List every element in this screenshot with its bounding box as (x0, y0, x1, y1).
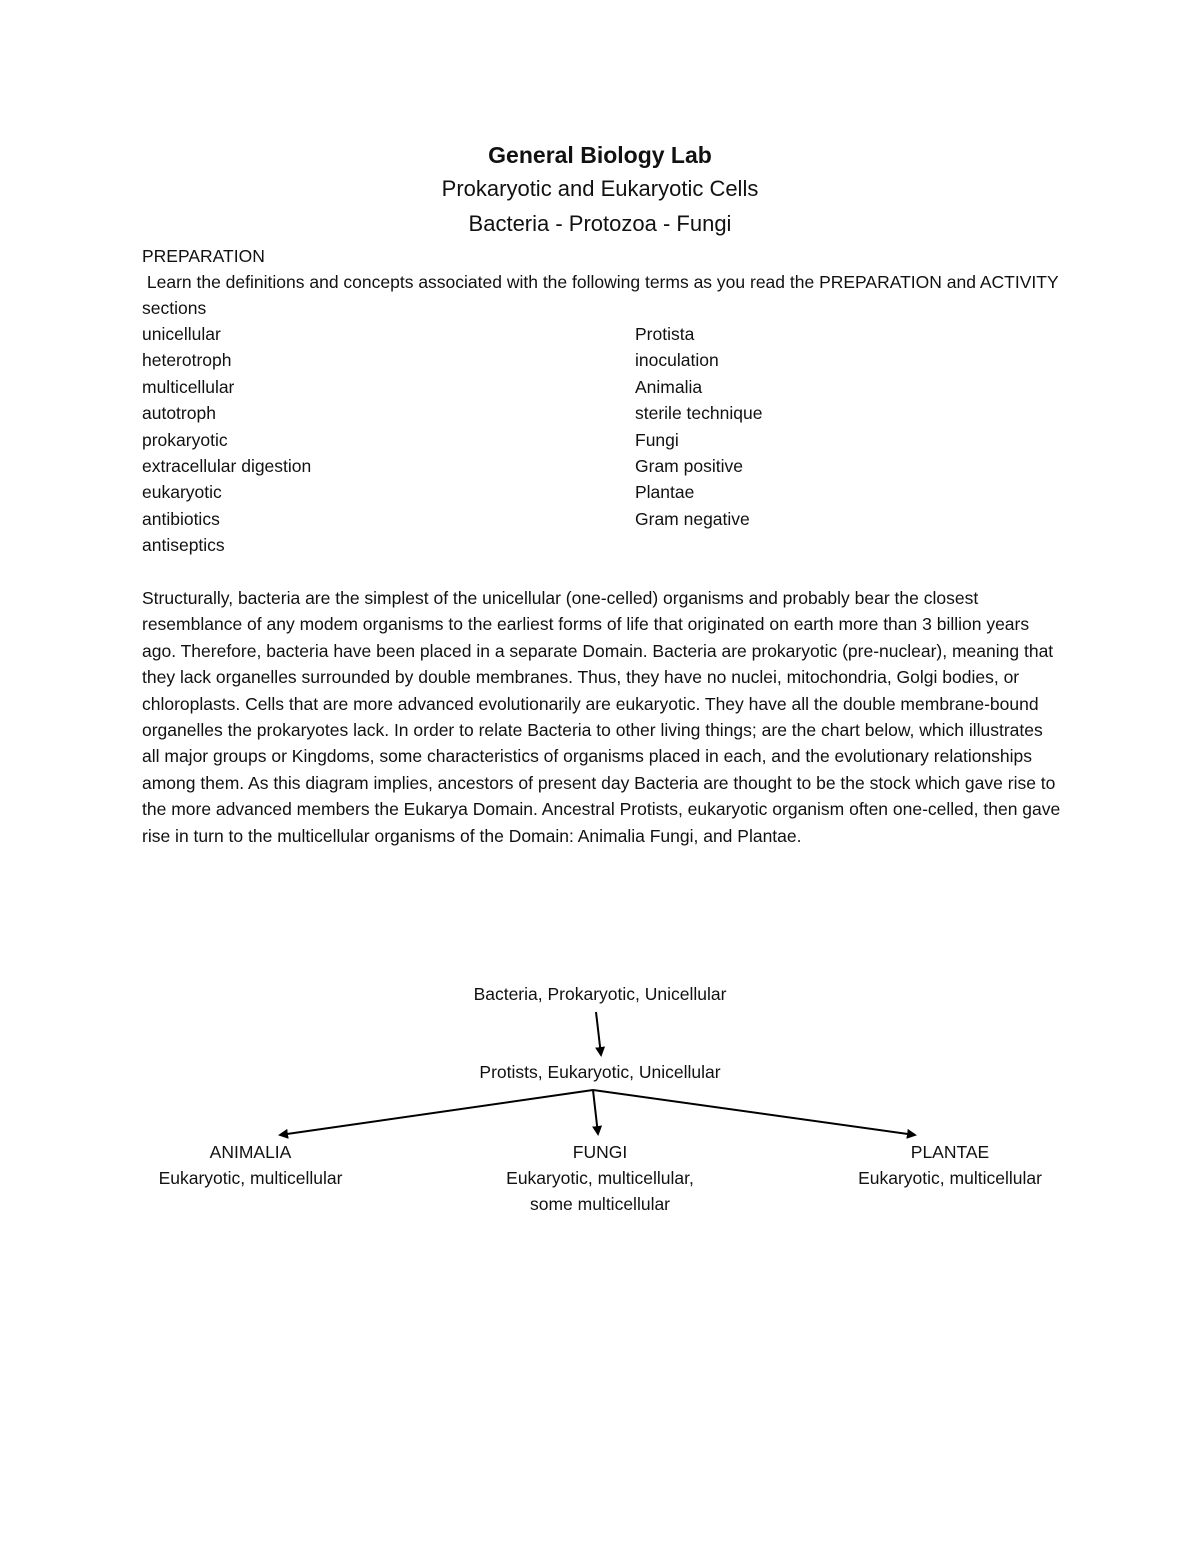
term-right: Plantae (635, 482, 695, 503)
page-subtitle-cells: Prokaryotic and Eukaryotic Cells (441, 176, 759, 201)
preparation-heading: PREPARATION (142, 246, 265, 266)
node-plantae-name: PLANTAE (910, 1142, 990, 1162)
body-paragraph: Structurally, bacteria are the simplest of the unicellular (one-celled) organisms and probably bear the closest resemblance of any modem organisms to the earliest forms of life that originated on earth more than 3 billion years ago. Therefore, bacteria have been placed in a separate Domain. Bacteria are prokaryotic (pre-nuclear), meaning that they lack organelles surrounded by double membranes. Thus, they have no nuclei, mitochondria, Golgi bodies, or chloroplasts. Cells that are more advanced evolutionarily are eukaryotic. They have all the double membrane-bound organelles the prokaryotes lack. In order to relate Bacteria to other living things; are the chart below, which illustrates all major groups or Kingdoms, some characteristics of organisms placed in each, and the evolutionary relationships among them. As this diagram implies, ancestors of present day Bacteria are thought to be the stock which gave rise to the more advanced members the Eukarya Domain. Ancestral Protists, eukaryotic organism often one-celled, then gave rise in turn to the multicellular organisms of the Domain: Animalia Fungi, and Plantae. (142, 588, 1061, 846)
node-fungi-desc2: some multicellular (529, 1194, 671, 1214)
term-left: heterotroph (142, 350, 232, 371)
term-left: unicellular (142, 324, 221, 344)
node-plantae-desc: Eukaryotic, multicellular (858, 1168, 1042, 1188)
term-right: sterile technique (635, 403, 763, 424)
term-row (142, 506, 1042, 532)
node-fungi-desc: Eukaryotic, multicellular, (506, 1168, 694, 1188)
term-right (635, 532, 1035, 558)
node-animalia-name: ANIMALIA (209, 1142, 292, 1162)
term-row (142, 400, 1042, 426)
node-bacteria: Bacteria, Prokaryotic, Unicellular (473, 984, 727, 1004)
term-left: multicellular (142, 376, 235, 397)
term-right: Gram positive (635, 455, 743, 476)
term-right: inoculation (635, 350, 719, 371)
node-protists: Protists, Eukaryotic, Unicellular (479, 1062, 721, 1082)
term-right: Protista (635, 324, 695, 344)
term-left: prokaryotic (142, 429, 228, 450)
term-right: Gram negative (635, 508, 750, 529)
arrow-protists-to-plantae (593, 1090, 915, 1135)
arrow-protists-to-fungi (593, 1090, 598, 1134)
terms-list (142, 321, 1042, 559)
term-row (142, 374, 1042, 400)
term-right: Fungi (635, 429, 679, 450)
preparation-intro: Learn the definitions and concepts associated with the following terms as you read the PREPARATION and ACTIVITY sections (142, 272, 1064, 319)
arrow-bacteria-to-protists (596, 1012, 601, 1055)
arrow-protists-to-animalia (280, 1090, 593, 1135)
node-fungi-name: FUNGI (572, 1142, 628, 1162)
page-subtitle-organisms: Bacteria - Protozoa - Fungi (468, 211, 732, 236)
term-row (142, 532, 1042, 558)
node-plantae (815, 1139, 1085, 1191)
node-fungi (460, 1139, 740, 1217)
page-title: General Biology Lab (488, 142, 712, 168)
term-row (142, 453, 1042, 479)
term-row (142, 427, 1042, 453)
term-left: extracellular digestion (142, 455, 312, 476)
node-animalia (118, 1139, 383, 1191)
node-animalia-desc: Eukaryotic, multicellular (158, 1168, 343, 1188)
term-left: eukaryotic (142, 482, 222, 503)
term-left: antibiotics (142, 508, 220, 529)
term-row (142, 347, 1042, 373)
term-right: Animalia (635, 376, 703, 397)
term-left: autotroph (142, 403, 216, 424)
term-left: antiseptics (142, 535, 225, 556)
term-row (142, 321, 1042, 347)
term-row (142, 479, 1042, 505)
